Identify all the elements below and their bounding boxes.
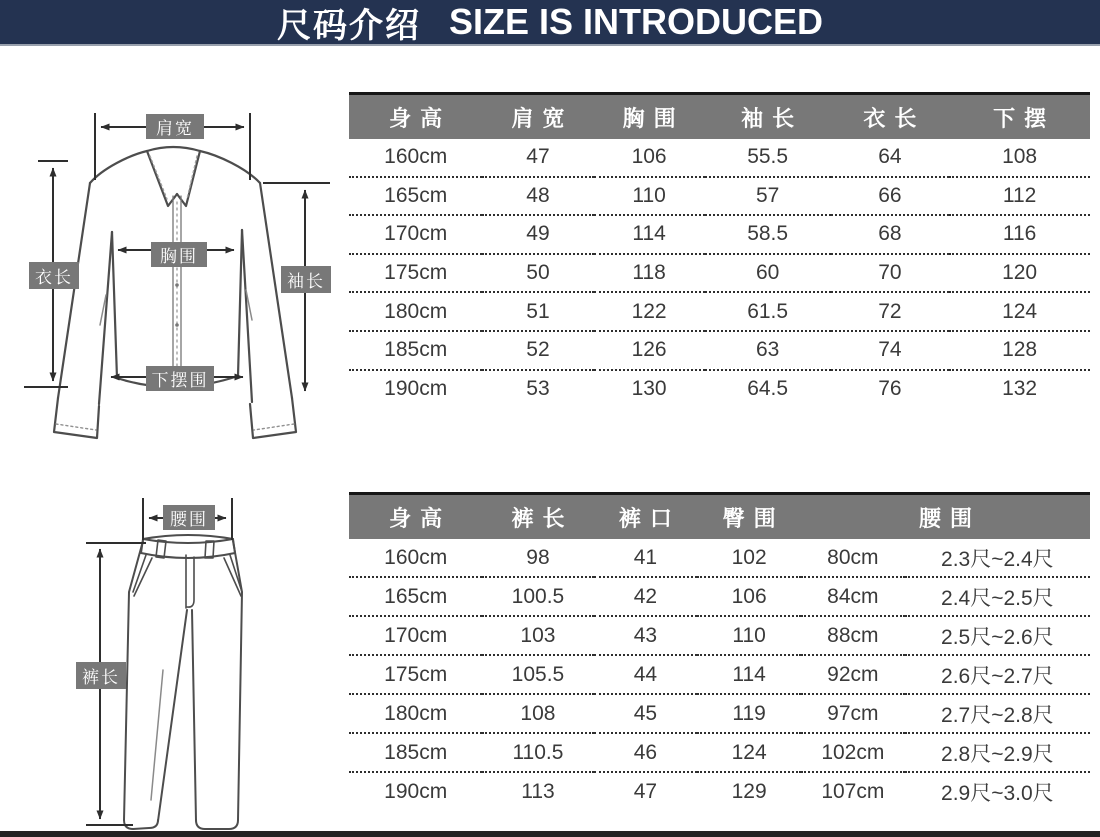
table-row [349, 655, 1090, 694]
table-cell: 190cm [384, 376, 448, 400]
table-cell: 119 [732, 701, 766, 725]
pants-drawing [124, 535, 242, 829]
table-cell: 47 [526, 145, 550, 169]
table-cell: 2.9尺~3.0尺 [941, 781, 1054, 805]
table-cell: 50 [526, 261, 550, 285]
table-cell: 170cm [384, 623, 448, 647]
column-header: 下摆 [949, 94, 1090, 140]
shoulder-width-label: 肩宽 [146, 114, 204, 139]
pants-size-table [349, 492, 1090, 810]
column-header: 袖长 [705, 94, 831, 140]
table-cell: 97cm [827, 701, 879, 725]
table-cell: 108 [520, 701, 556, 725]
table-cell: 66 [878, 183, 902, 207]
table-cell: 43 [633, 623, 658, 647]
table-cell: 180cm [384, 701, 448, 725]
table-row [349, 616, 1090, 655]
table-cell: 106 [731, 584, 767, 608]
table-cell: 53 [526, 376, 550, 400]
bottom-divider-strip [0, 831, 1100, 837]
table-cell: 185cm [384, 740, 448, 764]
table-cell: 84cm [827, 584, 879, 608]
table-cell: 42 [633, 584, 658, 608]
table-cell: 120 [1002, 261, 1038, 285]
table-cell: 55.5 [747, 145, 789, 169]
table-cell: 68 [878, 222, 902, 246]
table-cell: 88cm [827, 623, 879, 647]
waist-label: 腰围 [163, 505, 215, 530]
table-cell: 124 [1002, 299, 1038, 323]
table-cell: 124 [731, 740, 767, 764]
table-cell: 108 [1002, 145, 1038, 169]
table-cell: 122 [631, 299, 667, 323]
pants-length-label: 裤长 [76, 662, 126, 689]
chest-label: 胸围 [151, 242, 207, 267]
column-header: 身高 [349, 494, 482, 540]
shirt-drawing [54, 147, 296, 438]
table-cell: 180cm [384, 299, 448, 323]
table-cell: 2.3尺~2.4尺 [941, 547, 1054, 571]
table-cell: 126 [631, 338, 667, 362]
table-cell: 44 [633, 662, 658, 686]
table-cell: 118 [632, 261, 666, 285]
table-header-row [349, 494, 1090, 540]
page-title-chinese: 尺码介绍 [276, 6, 421, 45]
hem-label: 下摆围 [146, 366, 214, 391]
table-cell: 103 [520, 623, 556, 647]
table-cell: 41 [633, 545, 658, 569]
column-header: 裤长 [482, 494, 593, 540]
table-cell: 165cm [384, 183, 448, 207]
table-row [349, 177, 1090, 216]
table-row [349, 331, 1090, 370]
table-cell: 110 [732, 623, 766, 647]
title-bar [0, 0, 1100, 46]
table-cell: 175cm [384, 261, 448, 285]
garment-length-label: 衣长 [29, 262, 79, 289]
table-cell: 114 [632, 222, 666, 246]
table-cell: 160cm [384, 145, 448, 169]
table-cell: 2.5尺~2.6尺 [941, 625, 1054, 649]
table-cell: 64.5 [747, 376, 789, 400]
table-cell: 112 [1002, 183, 1037, 207]
sleeve-length-label: 袖长 [281, 266, 331, 293]
table-cell: 46 [633, 740, 658, 764]
table-cell: 160cm [384, 545, 448, 569]
table-cell: 2.6尺~2.7尺 [941, 664, 1054, 688]
table-cell: 110.5 [512, 740, 564, 764]
page-title-english: SIZE IS INTRODUCED [448, 1, 824, 42]
table-cell: 52 [526, 338, 550, 362]
table-row [349, 772, 1090, 810]
shirt-size-table [349, 92, 1090, 407]
table-cell: 61.5 [747, 299, 789, 323]
table-cell: 190cm [384, 779, 448, 803]
table-cell: 76 [878, 376, 902, 400]
table-cell: 110 [632, 183, 666, 207]
table-cell: 102 [731, 545, 767, 569]
table-cell: 107cm [821, 779, 885, 803]
table-cell: 92cm [827, 662, 879, 686]
table-cell: 64 [878, 145, 902, 169]
table-cell: 45 [633, 701, 658, 725]
column-header: 肩宽 [482, 94, 593, 140]
table-cell: 63 [755, 338, 780, 362]
table-cell: 72 [878, 299, 902, 323]
table-row [349, 577, 1090, 616]
table-cell: 60 [755, 261, 780, 285]
table-cell: 49 [526, 222, 550, 246]
table-cell: 130 [631, 376, 667, 400]
table-cell: 58.5 [747, 222, 789, 246]
table-cell: 102cm [821, 740, 885, 764]
table-cell: 185cm [384, 338, 448, 362]
table-header-row [349, 94, 1090, 140]
table-cell: 2.4尺~2.5尺 [941, 586, 1054, 610]
table-cell: 47 [633, 779, 658, 803]
table-cell: 114 [732, 662, 766, 686]
table-cell: 51 [526, 299, 550, 323]
table-cell: 74 [878, 338, 902, 362]
table-cell: 100.5 [511, 584, 565, 608]
table-row [349, 139, 1090, 177]
column-header: 腰围 [801, 494, 1090, 540]
table-cell: 48 [526, 183, 550, 207]
table-row [349, 254, 1090, 293]
table-cell: 129 [731, 779, 767, 803]
table-cell: 116 [1002, 222, 1037, 246]
table-row [349, 539, 1090, 577]
table-row [349, 215, 1090, 254]
table-cell: 170cm [384, 222, 448, 246]
table-cell: 165cm [384, 584, 448, 608]
table-cell: 57 [755, 183, 780, 207]
column-header: 衣长 [831, 94, 950, 140]
table-row [349, 292, 1090, 331]
table-cell: 175cm [384, 662, 448, 686]
table-row [349, 694, 1090, 733]
table-cell: 132 [1002, 376, 1038, 400]
column-header: 裤口 [594, 494, 698, 540]
table-row [349, 733, 1090, 772]
table-row [349, 370, 1090, 408]
column-header: 胸围 [594, 94, 705, 140]
table-cell: 98 [526, 545, 550, 569]
table-cell: 80cm [827, 545, 879, 569]
table-cell: 128 [1002, 338, 1038, 362]
table-cell: 2.7尺~2.8尺 [941, 703, 1054, 727]
table-cell: 2.8尺~2.9尺 [941, 742, 1054, 766]
table-cell: 106 [631, 145, 667, 169]
table-cell: 70 [878, 261, 902, 285]
table-cell: 113 [521, 779, 555, 803]
column-header: 身高 [349, 94, 482, 140]
table-cell: 105.5 [511, 662, 565, 686]
column-header: 臀围 [697, 494, 801, 540]
